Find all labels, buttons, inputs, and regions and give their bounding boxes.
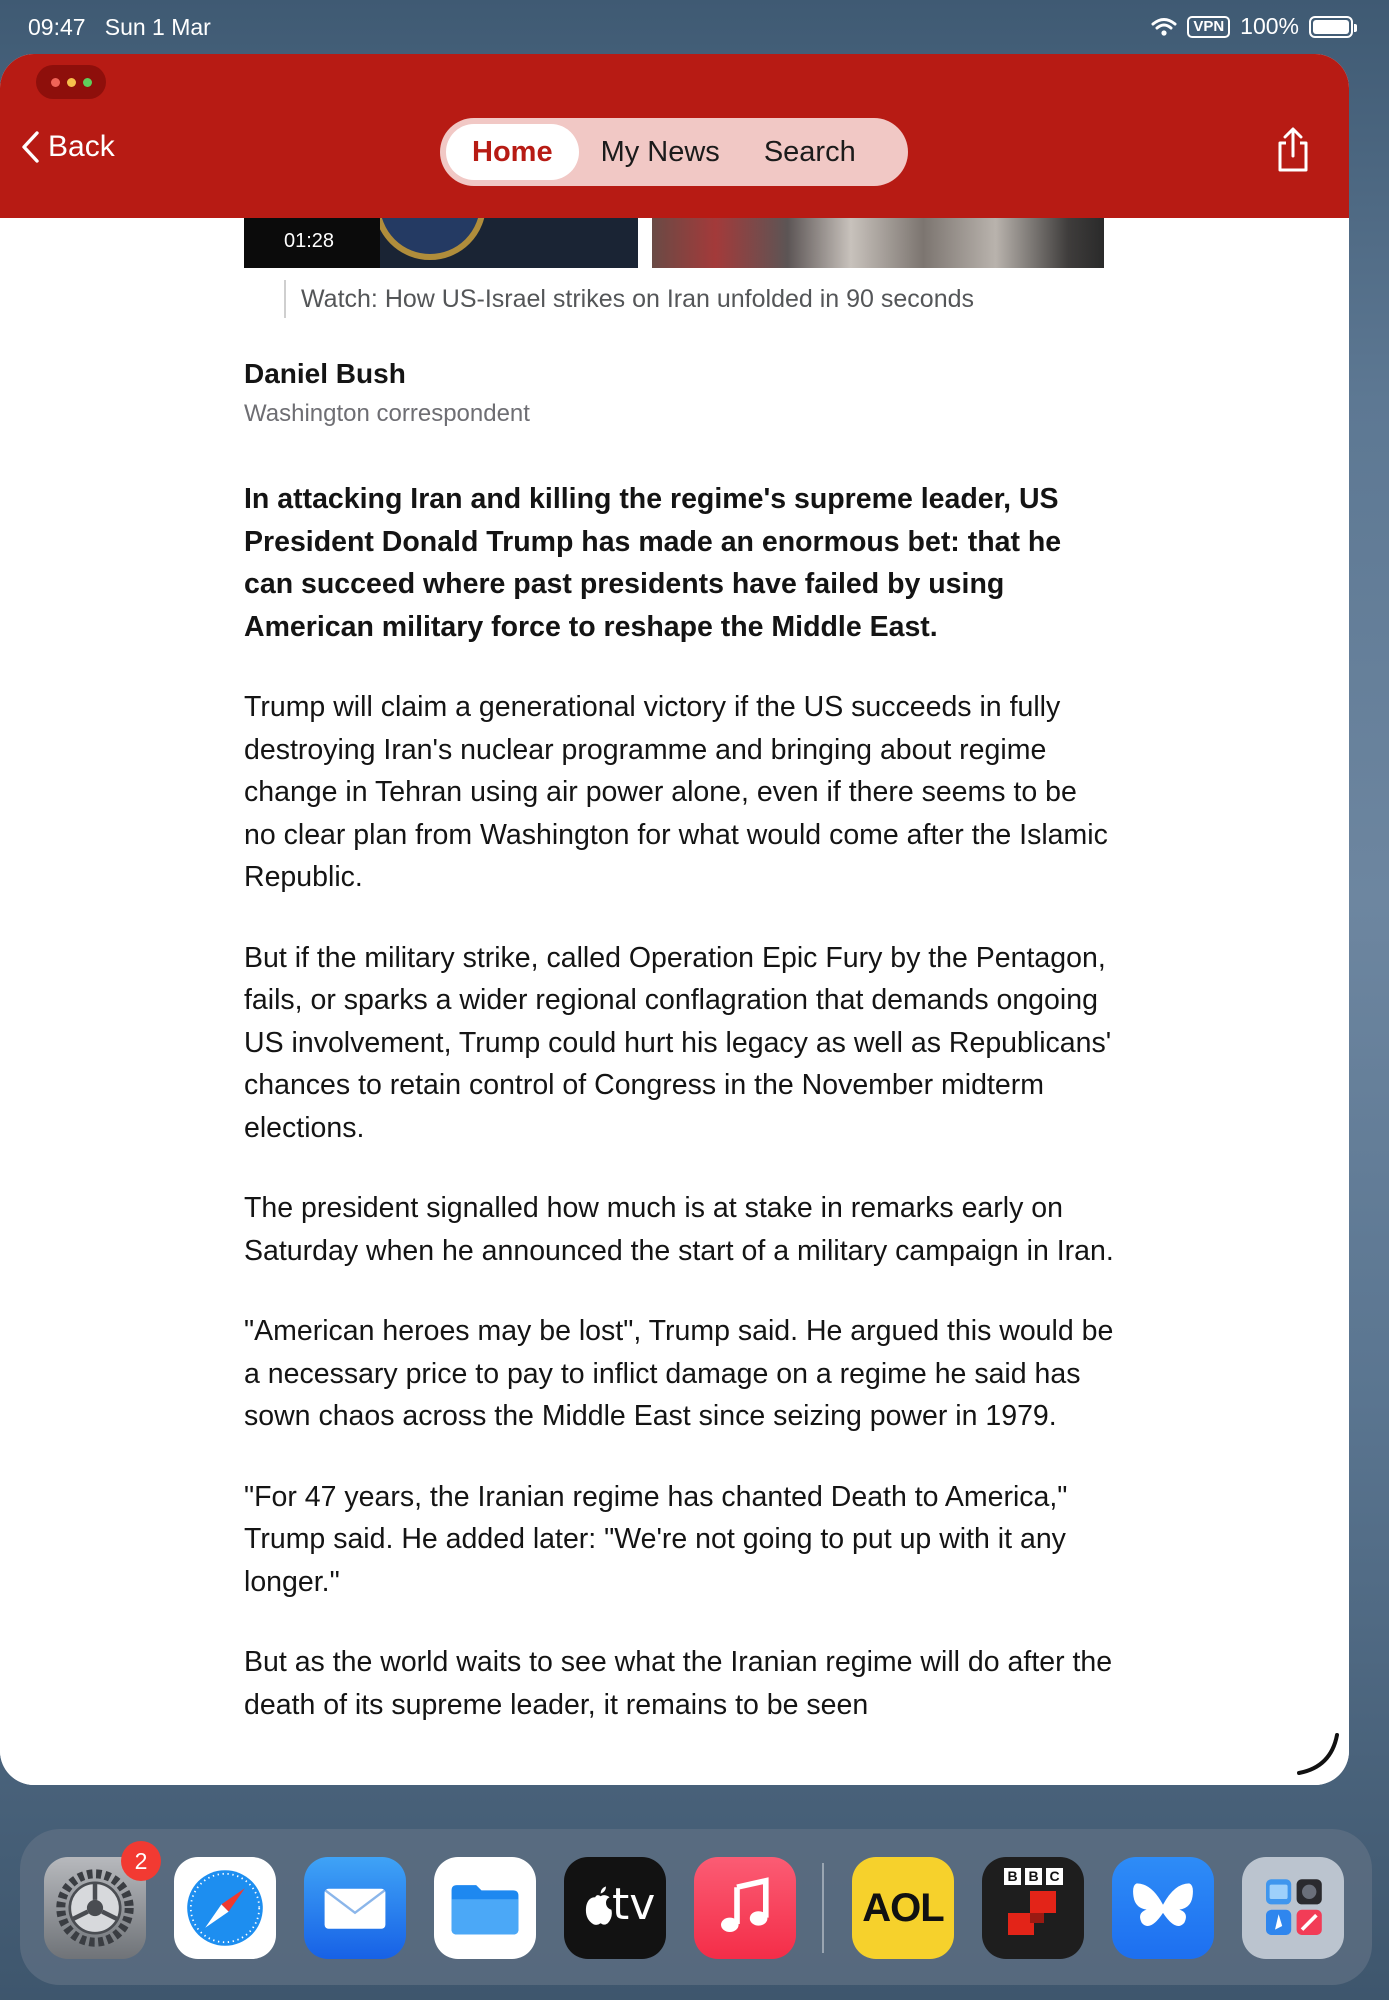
article-content[interactable] <box>0 218 1349 1785</box>
vpn-badge: VPN <box>1187 16 1230 38</box>
resize-handle-icon[interactable] <box>1295 1731 1341 1777</box>
app-header <box>0 54 1349 218</box>
app-library-icon[interactable] <box>1242 1857 1344 1959</box>
butterfly-icon <box>1122 1867 1204 1949</box>
status-date: Sun 1 Mar <box>104 14 211 40</box>
music-app-icon[interactable] <box>694 1857 796 1959</box>
wifi-icon <box>1151 17 1177 37</box>
app-window <box>0 54 1349 1785</box>
article-paragraph: But if the military strike, called Operation Epic Fury by the Pentagon, fails, or sparks a wider regional conflagration that demands ongoing US involvement, Trump could hurt his legacy as well as Republicans' chances to retain control of Congress in the November midterm elections. <box>244 941 1112 1144</box>
share-icon[interactable] <box>1273 126 1313 174</box>
bluesky-app-icon[interactable] <box>1112 1857 1214 1959</box>
author-role: Washington correspondent <box>244 400 530 427</box>
article-paragraph: "For 47 years, the Iranian regime has chanted Death to America," Trump said. He added later: "We're not going to put up with it any longer." <box>244 1480 1068 1598</box>
video-thumbnail-secondary[interactable] <box>652 218 1104 268</box>
music-note-icon <box>705 1868 785 1948</box>
tv-label: tv <box>612 1879 656 1930</box>
dock <box>20 1829 1372 1985</box>
article-paragraph: But as the world waits to see what the Iranian regime will do after the death of its supreme leader, it remains to be seen <box>244 1646 1113 1721</box>
tab-search[interactable]: Search <box>763 136 856 168</box>
status-time: 09:47 <box>28 14 86 40</box>
battery-percent: 100% <box>1240 13 1299 39</box>
bbc-letter: C <box>1046 1868 1063 1885</box>
tab-home[interactable]: Home <box>446 124 579 180</box>
app-grid-icon <box>1248 1863 1338 1953</box>
back-label: Back <box>48 130 115 163</box>
mail-app-icon[interactable] <box>304 1857 406 1959</box>
aol-label: AOL <box>862 1885 944 1930</box>
nav-tabs <box>440 118 908 186</box>
video-duration: 01:28 <box>244 218 380 268</box>
settings-badge: 2 <box>121 1841 161 1881</box>
gear-icon <box>50 1863 140 1953</box>
safari-app-icon[interactable] <box>174 1857 276 1959</box>
battery-icon <box>1309 16 1353 38</box>
back-button[interactable] <box>20 130 115 164</box>
article-paragraph: The president signalled how much is at stake in remarks early on Saturday when he announced the start of a military campaign in Iran. <box>244 1192 1114 1267</box>
article-paragraph: "American heroes may be lost", Trump said. He argued this would be a necessary price to pay to inflict damage on a regime he said has sown chaos across the Middle East since seizing power in 1979. <box>244 1315 1114 1432</box>
article-lead: In attacking Iran and killing the regime's supreme leader, US President Donald Trump has made an enormous bet: that he can succeed where past presidents have failed by using American military force to reshape the Middle East. <box>244 483 1062 643</box>
video-caption: Watch: How US-Israel strikes on Iran unfolded in 90 seconds <box>284 280 974 318</box>
bbc-letter: B <box>1004 1868 1021 1885</box>
aol-app-icon[interactable] <box>852 1857 954 1959</box>
news-blocks-icon <box>982 1857 1082 1957</box>
status-bar <box>0 0 1389 54</box>
dock-divider <box>822 1863 824 1953</box>
chevron-left-icon <box>20 130 40 164</box>
bbc-news-app-icon[interactable] <box>982 1857 1084 1959</box>
status-right <box>1151 13 1353 40</box>
window-controls[interactable] <box>36 65 106 99</box>
article-body <box>244 478 1114 1764</box>
article-paragraph: Trump will claim a generational victory if the US succeeds in fully destroying Iran's nuclear programme and bringing about regime change in Tehran using air power alone, even if there seems to be no clear plan from Washington for what would come after the Islamic Republic. <box>244 691 1108 893</box>
bbc-letter: B <box>1025 1868 1042 1885</box>
presidential-seal-image <box>374 218 486 260</box>
apple-tv-app-icon[interactable] <box>564 1857 666 1959</box>
files-app-icon[interactable] <box>434 1857 536 1959</box>
author-name: Daniel Bush <box>244 358 406 389</box>
status-time-date <box>28 14 211 41</box>
video-thumbnail[interactable] <box>244 218 638 268</box>
tab-my-news[interactable]: My News <box>600 136 720 168</box>
folder-icon <box>441 1864 529 1952</box>
envelope-icon <box>315 1868 395 1948</box>
compass-icon <box>180 1863 270 1953</box>
